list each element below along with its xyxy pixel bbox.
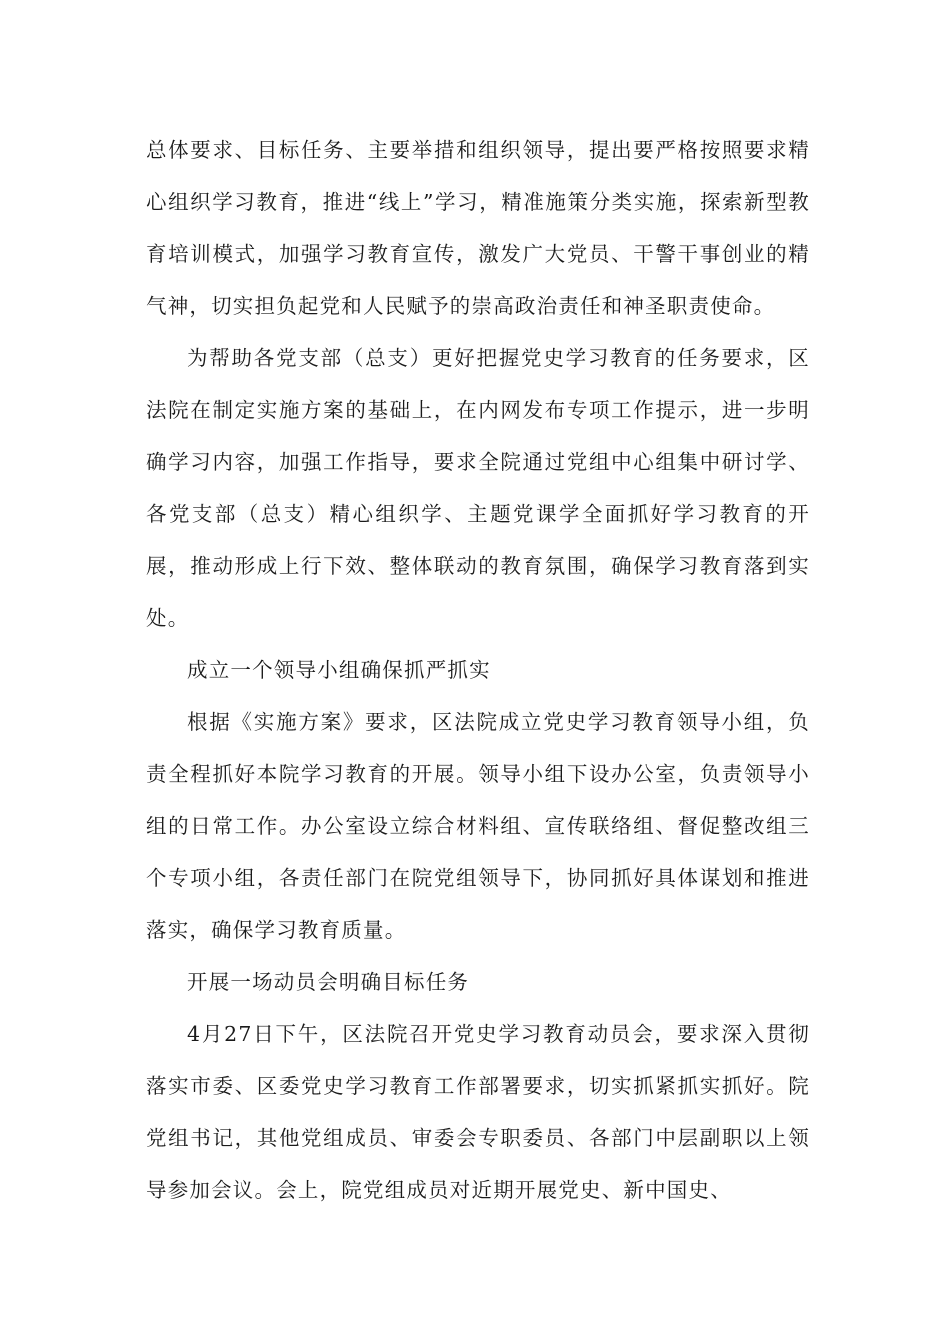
document-body — [146, 124, 810, 1216]
body-paragraph-2: 为帮助各党支部（总支）更好把握党史学习教育的任务要求，区法院在制定实施方案的基础上，在内网发布专项工作提示，进一步明确学习内容，加强工作指导，要求全院通过党组中心组集中研讨学、各党支部（总支）精心组织学、主题党课学全面抓好学习教育的开展，推动形成上行下效、整体联动的教育氛围，确保学习教育落到实处。 — [146, 346, 810, 630]
section-heading-mobilization-meeting: 开展一场动员会明确目标任务 — [187, 970, 470, 994]
section-heading-leadership-group: 成立一个领导小组确保抓严抓实 — [187, 658, 491, 682]
body-paragraph-3: 根据《实施方案》要求，区法院成立党史学习教育领导小组，负责全程抓好本院学习教育的开展。领导小组下设办公室，负责领导小组的日常工作。办公室设立综合材料组、宣传联络组、督促整改组三个专项小组，各责任部门在院党组领导下，协同抓好具体谋划和推进落实，确保学习教育质量。 — [146, 710, 810, 942]
body-paragraph-1: 总体要求、目标任务、主要举措和组织领导，提出要严格按照要求精心组织学习教育，推进“线上”学习，精准施策分类实施，探索新型教育培训模式，加强学习教育宣传，激发广大党员、干警干事创业的精气神，切实担负起党和人民赋予的崇高政治责任和神圣职责使命。 — [146, 138, 810, 318]
body-paragraph-4: 4月27日下午，区法院召开党史学习教育动员会，要求深入贯彻落实市委、区委党史学习教育工作部署要求，切实抓紧抓实抓好。院党组书记，其他党组成员、审委会专职委员、各部门中层副职以上领导参加会议。会上，院党组成员对近期开展党史、新中国史、 — [146, 1022, 810, 1202]
